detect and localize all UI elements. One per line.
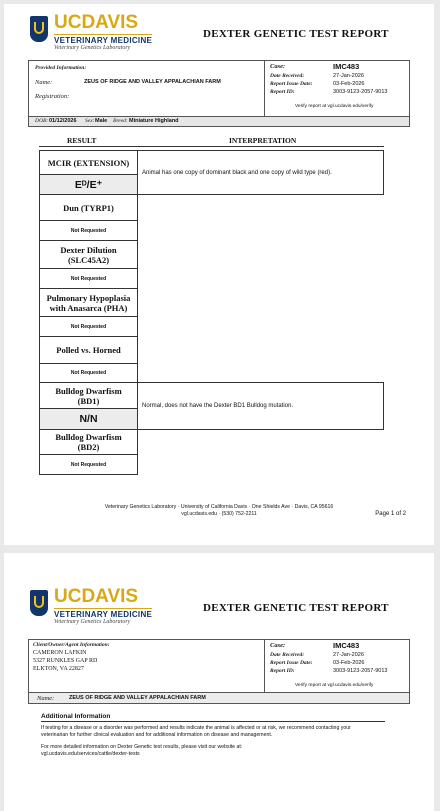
provided-info-label: Provided Information:: [35, 65, 87, 71]
name-label: Name:: [35, 79, 53, 86]
verify-link[interactable]: Verify report at vgl.ucdavis.edu/verify: [295, 104, 374, 109]
case-value: IMC483: [333, 62, 360, 71]
ucdavis-logo: [28, 14, 168, 52]
dexter-tests-link[interactable]: vgl.ucdavis.edu/services/cattle/dexter-tests: [41, 751, 140, 757]
owner-address-1: 5327 RUNKLES GAP RD: [33, 658, 98, 664]
ucdavis-shield-icon: [30, 590, 48, 616]
logo-lab-name: Veterinary Genetics Laboratory: [54, 45, 131, 51]
result-pha: Not Requested: [39, 316, 138, 337]
animal-name-strip: Name: ZEUS OF RIDGE AND VALLEY APPALACHIAN FARM: [28, 692, 410, 704]
report-id-value: 3003-9123-2057-9013: [333, 89, 388, 95]
report-page-2: [4, 553, 434, 811]
report-header-2: [28, 588, 418, 628]
client-info-box: [28, 639, 410, 693]
report-header: [28, 14, 418, 54]
additional-info-paragraph-1: If testing for a disease or a disorder was performed and results indicate the animal is affected or at risk, we recommend contacting your veterinarian for further clinical evaluation and for additional information on disease and management.: [41, 725, 351, 738]
logo-wordmark: UCDAVIS: [54, 12, 139, 33]
case-info-panel-2: Case: IMC483 Date Received: 27-Jan-2026 Report Issue Date: 03-Feb-2026 Report ID: 3003-9123-2057-9013 Verify report at vgl.ucdavis.edu/verify: [270, 641, 388, 688]
test-name-polled: Polled vs. Horned: [39, 336, 138, 364]
animal-details-strip: DOB: 01/12/2026 Sex: Male Breed: Miniature Highland: [29, 116, 409, 126]
sex-value: Male: [95, 118, 108, 124]
logo-lab-name: Veterinary Genetics Laboratory: [54, 619, 131, 625]
additional-info-heading: Additional Information: [41, 713, 111, 720]
verify-link-2[interactable]: Verify report at vgl.ucdavis.edu/verify: [295, 683, 374, 688]
report-title: DEXTER GENETIC TEST REPORT: [203, 28, 389, 40]
test-name-bd2: Bulldog Dwarfism (BD2): [39, 429, 138, 455]
logo-vetmed: VETERINARY MEDICINE: [54, 610, 153, 619]
test-name-mcir: MCIR (EXTENSION): [39, 150, 138, 175]
registration-label: Registration:: [35, 93, 70, 100]
animal-info-box: [28, 60, 410, 127]
animal-name-2: ZEUS OF RIDGE AND VALLEY APPALACHIAN FARM: [69, 695, 206, 701]
test-name-dilution: Dexter Dilution (SLC45A2): [39, 240, 138, 269]
date-received-label: Date Received:: [270, 73, 305, 79]
test-name-dun: Dun (TYRP1): [39, 194, 138, 221]
result-bd1: N/N: [39, 408, 138, 430]
logo-vetmed: VETERINARY MEDICINE: [54, 36, 153, 45]
report-issue-label: Report Issue Date:: [270, 81, 313, 87]
owner-name: CAMERON LAFKIN: [33, 650, 87, 656]
report-page-1: [4, 4, 434, 545]
dob-value: 01/12/2026: [49, 118, 77, 124]
logo-wordmark: UCDAVIS: [54, 586, 139, 607]
animal-name: ZEUS OF RIDGE AND VALLEY APPALACHIAN FARM: [84, 79, 221, 85]
owner-info-panel: [29, 640, 265, 692]
result-polled: Not Requested: [39, 363, 138, 383]
test-name-pha: Pulmonary Hypoplasia with Anasarca (PHA): [39, 288, 138, 317]
page-number: Page 1 of 2: [375, 511, 406, 517]
breed-value: Miniature Highland: [129, 118, 179, 124]
additional-info-paragraph-2: For more detailed information on Dexter Genetic test results, please visit our website at: vgl.ucdavis.edu/services/cattle/dexter-tests: [41, 744, 391, 758]
result-column-header: RESULT: [67, 136, 97, 145]
interpretation-column-header: INTERPRETATION: [229, 136, 297, 145]
case-label: Case:: [270, 63, 286, 70]
result-mcir: Eᴰ/E⁺: [39, 174, 138, 195]
result-dilution: Not Requested: [39, 268, 138, 289]
test-name-bd1: Bulldog Dwarfism (BD1): [39, 382, 138, 409]
report-issue-value: 03-Feb-2026: [333, 81, 365, 87]
ucdavis-logo-2: [28, 588, 168, 626]
result-dun: Not Requested: [39, 220, 138, 241]
result-bd2: Not Requested: [39, 454, 138, 475]
date-received-value: 27-Jan-2026: [333, 73, 364, 79]
owner-info-label: Client/Owner/Agent Information:: [33, 642, 110, 648]
owner-address-2: ELKTON, VA 22827: [33, 666, 84, 672]
report-id-label: Report ID:: [270, 89, 295, 95]
report-title-2: DEXTER GENETIC TEST REPORT: [203, 602, 389, 614]
page1-footer: Veterinary Genetics Laboratory · University of California Davis · One Shields Ave · Davis, CA 95616 vgl.ucdavis.edu · (530) 752-2211: [104, 504, 334, 517]
ucdavis-shield-icon: [30, 16, 48, 42]
interpretation-bd1: Normal, does not have the Dexter BD1 Bulldog mutation.: [138, 382, 384, 430]
case-value-2: IMC483: [333, 641, 360, 650]
interpretation-mcir: Animal has one copy of dominant black and one copy of wild type (red).: [138, 150, 384, 195]
